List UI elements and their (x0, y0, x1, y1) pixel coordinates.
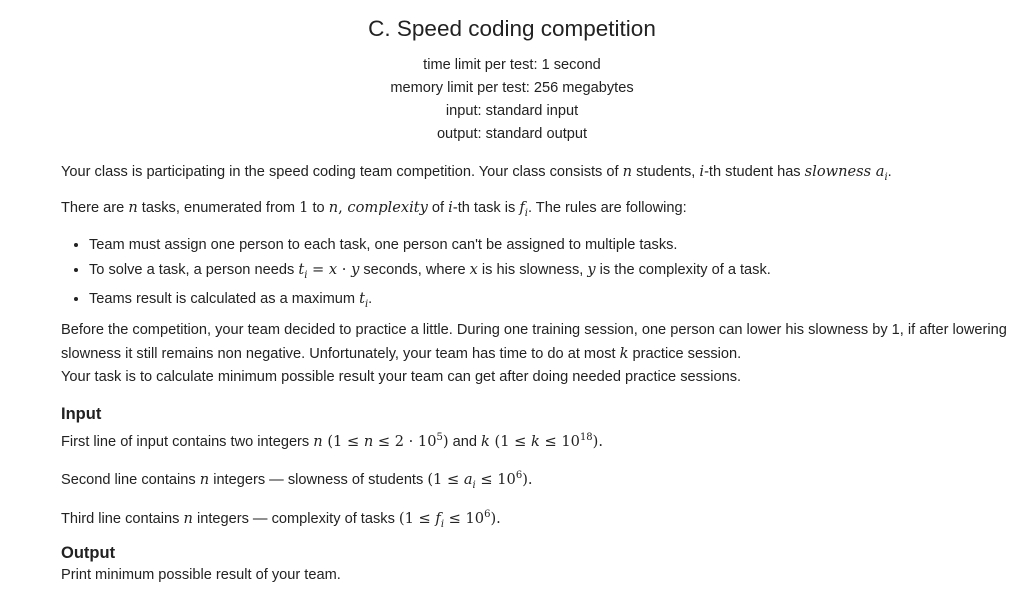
time-limit: time limit per test: 1 second (423, 57, 601, 73)
rule-item: • To solve a task, a person needs $t_i = x \cdot y$ seconds, where x is his slowness, y is the complexity of a task. (89, 258, 771, 287)
input-section-title: Input (61, 405, 102, 423)
rules-list (61, 234, 771, 316)
memory-limit: memory limit per test: 256 megabytes (390, 80, 634, 96)
problem-title: C. Speed coding competition (368, 16, 656, 41)
statement-paragraph-1: Your class is participating in the speed coding team competition. Your class consists of n students, i-th student has slowness $a_i$. (61, 163, 892, 183)
rule-item: • Teams result is calculated as a maximum $t_i$. (89, 287, 771, 316)
statement-paragraph-3: Before the competition, your team decided to practice a little. During one training session, one person can lower his slowness by 1, if after lowering slowness it still remains non negative. Unfortunately, your team has time to do at most k practice session. Your task is to calculate minimum possible result your team can get after doing needed practice sessions. (61, 322, 1007, 385)
input-line-3: Third line contains n integers — complexity of tasks $(1 \le f_i \le 10^6)$. (61, 509, 501, 530)
output-spec: output: standard output (436, 126, 588, 142)
rule-item: • Team must assign one person to each task, one person can't be assigned to multiple tasks. (89, 234, 771, 258)
input-line-2: Second line contains n integers — slowness of students $(1 \le a_i \le 10^6)$. (61, 470, 533, 491)
problem-header (0, 14, 1024, 146)
input-spec: input: standard input (445, 103, 579, 119)
output-line-1: Print minimum possible result of your team. (61, 567, 341, 583)
statement-paragraph-2: There are n tasks, enumerated from 1 to n, complexity of i-th task is $f_i$. The rules are following: (61, 199, 687, 219)
input-line-1: First line of input contains two integers n $(1 \le n \le 2 \cdot 10^5)$ and k $(1 \le k \le 10^{18})$. (61, 432, 604, 450)
output-section-title: Output (61, 544, 116, 562)
